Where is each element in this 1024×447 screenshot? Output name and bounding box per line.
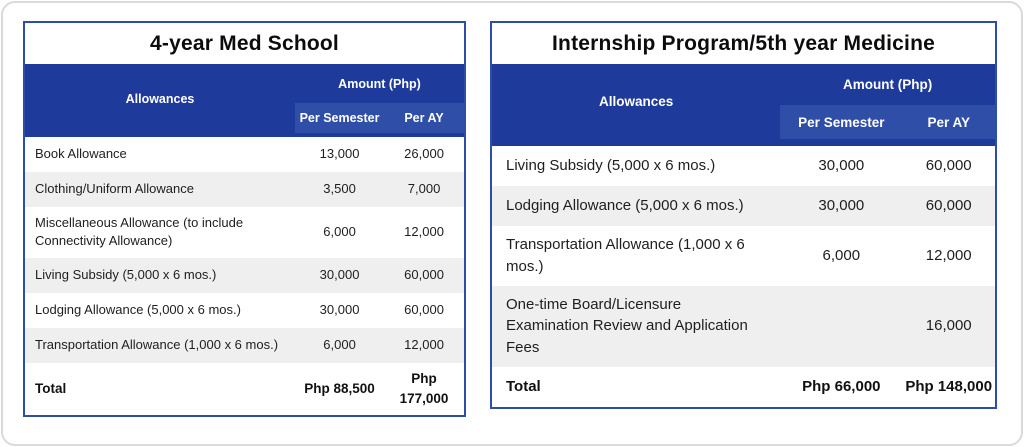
per-ay-value: 60,000	[925, 157, 972, 175]
table-row	[492, 186, 995, 226]
per-semester-column-header: Per Semester	[780, 105, 902, 139]
internship-table-title: Internship Program/5th year Medicine	[552, 31, 935, 55]
total-per-semester-value: Php 66,000	[802, 378, 881, 396]
per-ay-value: 12,000	[925, 246, 972, 264]
per-semester-value	[780, 322, 902, 330]
internship-table-header	[492, 64, 995, 146]
per-ay-column-header: Per AY	[902, 105, 995, 139]
per-semester-value: 6,000	[822, 246, 861, 264]
allowance-label: Transportation Allowance (1,000 x 6 mos.)	[35, 337, 279, 353]
table-row	[25, 207, 464, 258]
per-ay-value: 60,000	[404, 267, 444, 283]
table-row	[25, 172, 464, 207]
internship-total-row	[492, 367, 995, 407]
allowance-label: Living Subsidy (5,000 x 6 mos.)	[506, 157, 716, 175]
internship-table-body	[492, 146, 995, 367]
total-per-ay-value: Php 177,000	[399, 371, 449, 406]
per-semester-value: 6,000	[323, 224, 356, 240]
allowance-label: Lodging Allowance (5,000 x 6 mos.)	[506, 197, 744, 215]
table-row	[25, 137, 464, 172]
per-ay-column-header: Per AY	[384, 103, 464, 133]
per-ay-value: 60,000	[925, 197, 972, 215]
table-row	[25, 258, 464, 293]
per-semester-value: 30,000	[818, 197, 865, 215]
total-per-semester-value: Php 88,500	[304, 381, 375, 397]
internship-table	[490, 21, 997, 409]
per-semester-value: 30,000	[818, 157, 865, 175]
allowances-column-header: Allowances	[598, 94, 674, 109]
allowance-label: Transportation Allowance (1,000 x 6 mos.)	[506, 236, 745, 275]
per-ay-value: 12,000	[404, 224, 444, 240]
allowance-label: Living Subsidy (5,000 x 6 mos.)	[35, 267, 217, 283]
per-ay-value: 26,000	[404, 146, 444, 162]
med-school-table-title: 4-year Med School	[150, 31, 339, 55]
per-semester-value: 13,000	[319, 146, 360, 162]
med-school-total-row	[25, 363, 464, 415]
allowance-label: Lodging Allowance (5,000 x 6 mos.)	[35, 302, 241, 318]
allowance-label: Book Allowance	[35, 146, 127, 162]
per-ay-value: 60,000	[404, 302, 444, 318]
amount-column-header: Amount (Php)	[338, 76, 421, 91]
allowance-label: Clothing/Uniform Allowance	[35, 181, 194, 197]
total-label: Total	[35, 381, 67, 397]
med-school-table-header	[25, 64, 464, 137]
total-label: Total	[506, 378, 541, 396]
allowance-label: Miscellaneous Allowance (to include Connectivity Allowance)	[35, 215, 244, 249]
med-school-table	[23, 21, 466, 417]
total-per-ay-value: Php 148,000	[905, 378, 993, 396]
table-row	[25, 293, 464, 328]
table-row	[25, 328, 464, 363]
per-semester-value: 6,000	[323, 337, 356, 353]
med-school-table-body	[25, 137, 464, 363]
allowance-label: One-time Board/Licensure Examination Review and Application Fees	[506, 295, 748, 356]
allowances-column-header: Allowances	[125, 91, 195, 106]
table-row	[492, 226, 995, 286]
per-ay-value: 7,000	[407, 181, 441, 197]
table-row	[492, 286, 995, 367]
amount-column-header: Amount (Php)	[842, 77, 933, 92]
per-semester-value: 30,000	[319, 302, 360, 318]
per-semester-value: 30,000	[319, 267, 360, 283]
per-semester-column-header: Per Semester	[295, 103, 384, 133]
per-ay-value: 16,000	[925, 317, 972, 335]
per-ay-value: 12,000	[404, 337, 444, 353]
table-row	[492, 146, 995, 186]
per-semester-value: 3,500	[323, 181, 356, 197]
